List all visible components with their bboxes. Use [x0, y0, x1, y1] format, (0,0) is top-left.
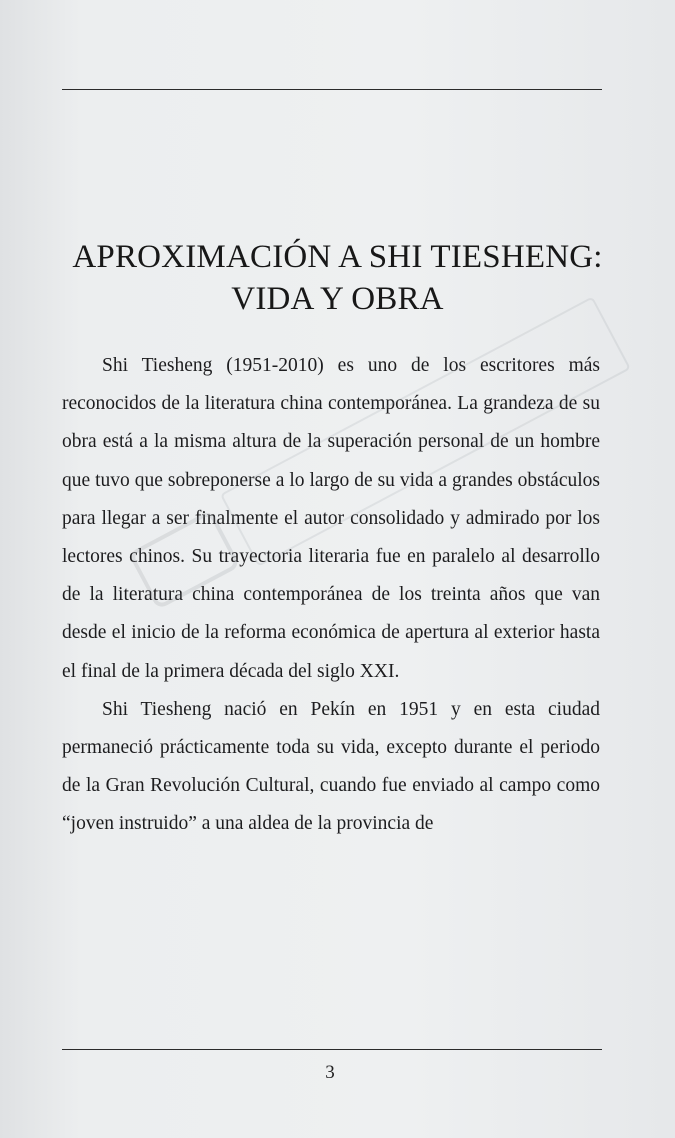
header-rule [62, 89, 602, 90]
footer-rule [62, 1049, 602, 1050]
paragraph-1: Shi Tiesheng (1951-2010) es uno de los escritores más reconocidos de la literatura china contemporánea. La grandeza de su obra está a la misma altura de la superación personal de un hombre que tuvo que sobreponerse a lo largo de su vida a grandes obstáculos para llegar a ser finalmente el autor consolidado y admirado por los lectores chinos. Su trayectoria literaria fue en paralelo al desarrollo de la literatura china contemporánea de los treinta años que van desde el inicio de la reforma económica de apertura al exterior hasta el final de la primera década del siglo XXI. [62, 355, 600, 682]
chapter-title-line-1: APROXIMACIÓN A SHI TIESHENG: [72, 239, 603, 275]
paragraph-2: Shi Tiesheng nació en Pekín en 1951 y en esta ciudad permaneció prácticamente toda su vida, excepto durante el periodo de la Gran Revolución Cultural, cuando fue enviado al campo como “joven instruido” a una aldea de la provincia de [62, 698, 600, 835]
chapter-title-line-2: VIDA Y OBRA [231, 281, 444, 317]
body-text [62, 347, 600, 844]
chapter-title [40, 236, 635, 320]
page-number: 3 [325, 1062, 335, 1083]
